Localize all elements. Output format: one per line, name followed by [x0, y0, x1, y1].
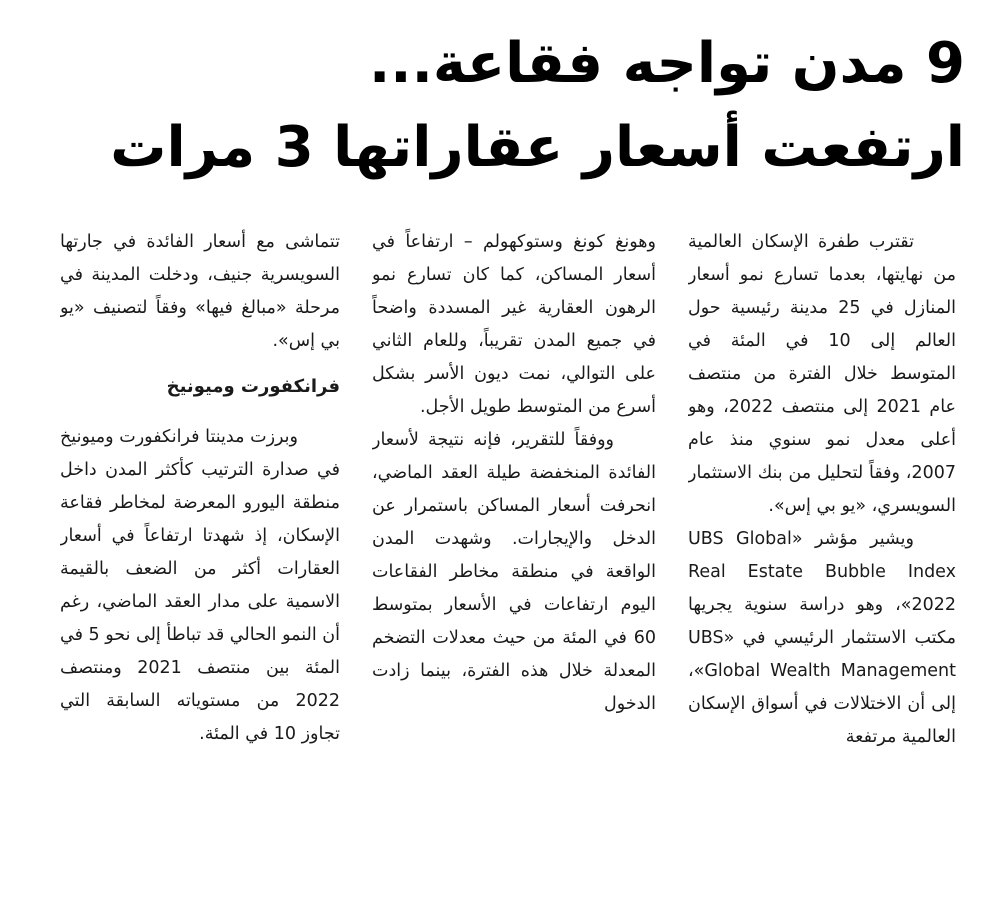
section-subheading: فرانكفورت وميونيخ: [166, 376, 340, 397]
article-column-1: [688, 226, 956, 906]
paragraph: تقترب طفرة الإسكان العالمية من نهايتها، بعدما تسارع نمو أسعار المنازل في 25 مدينة رئيسية حول العالم إلى 10 في المئة في المتوسط خلال الفترة من منتصف عام 2021 إلى منتصف 2022، وهو أعلى معدل نمو سنوي منذ عام 2007، وفقاً لتحليل من بنك الاستثمار السويسري، «يو بي إس».: [688, 232, 956, 516]
paragraph: وهونغ كونغ وستوكهولم – ارتفاعاً في أسعار المساكن، كما كان تسارع نمو الرهون العقارية غير المسددة واضحاً في جميع المدن تقريباً، وللعام الثاني على التوالي، نمت ديون الأسر بشكل أسرع من المتوسط طويل الأجل.: [372, 232, 656, 417]
headline-line-2: ارتفعت أسعار عقاراتها 3 مرات: [110, 115, 965, 180]
article-column-3: [60, 226, 340, 906]
paragraph: وبرزت مدينتا فرانكفورت وميونيخ في صدارة الترتيب كأكثر المدن داخل منطقة اليورو المعرضة لمخاطر فقاعة الإسكان، إذ شهدتا ارتفاعاً في أسعار العقارات أكثر من الضعف بالقيمة الاسمية على مدار العقد الماضي، رغم أن النمو الحالي قد تباطأ إلى نحو 5 في المئة بين منتصف 2021 ومنتصف 2022 من مستوياته السابقة التي تجاوز 10 في المئة.: [60, 427, 340, 744]
headline-line-1: 9 مدن تواجه فقاعة...: [369, 31, 965, 96]
paragraph: ويشير مؤشر «UBS Global Real Estate Bubble Index 2022»، وهو دراسة سنوية يجريها مكتب الاستثمار الرئيسي في «UBS Global Wealth Management»، إلى أن الاختلالات في أسواق الإسكان العالمية مرتفعة: [688, 529, 956, 747]
paragraph: ووفقاً للتقرير، فإنه نتيجة لأسعار الفائدة المنخفضة طيلة العقد الماضي، انحرفت أسعار المساكن باستمرار عن الدخل والإيجارات. وشهدت المدن الواقعة في منطقة مخاطر الفقاعات اليوم ارتفاعات في الأسعار بمتوسط 60 في المئة من حيث معدلات التضخم المعدلة خلال هذه الفترة، بينما زادت الدخول: [372, 430, 656, 714]
headline: [20, 22, 965, 190]
paragraph: تتماشى مع أسعار الفائدة في جارتها السويسرية جنيف، ودخلت المدينة في مرحلة «مبالغ فيها» وفقاً لتصنيف «يو بي إس».: [60, 232, 340, 351]
article-column-2: [372, 226, 656, 906]
